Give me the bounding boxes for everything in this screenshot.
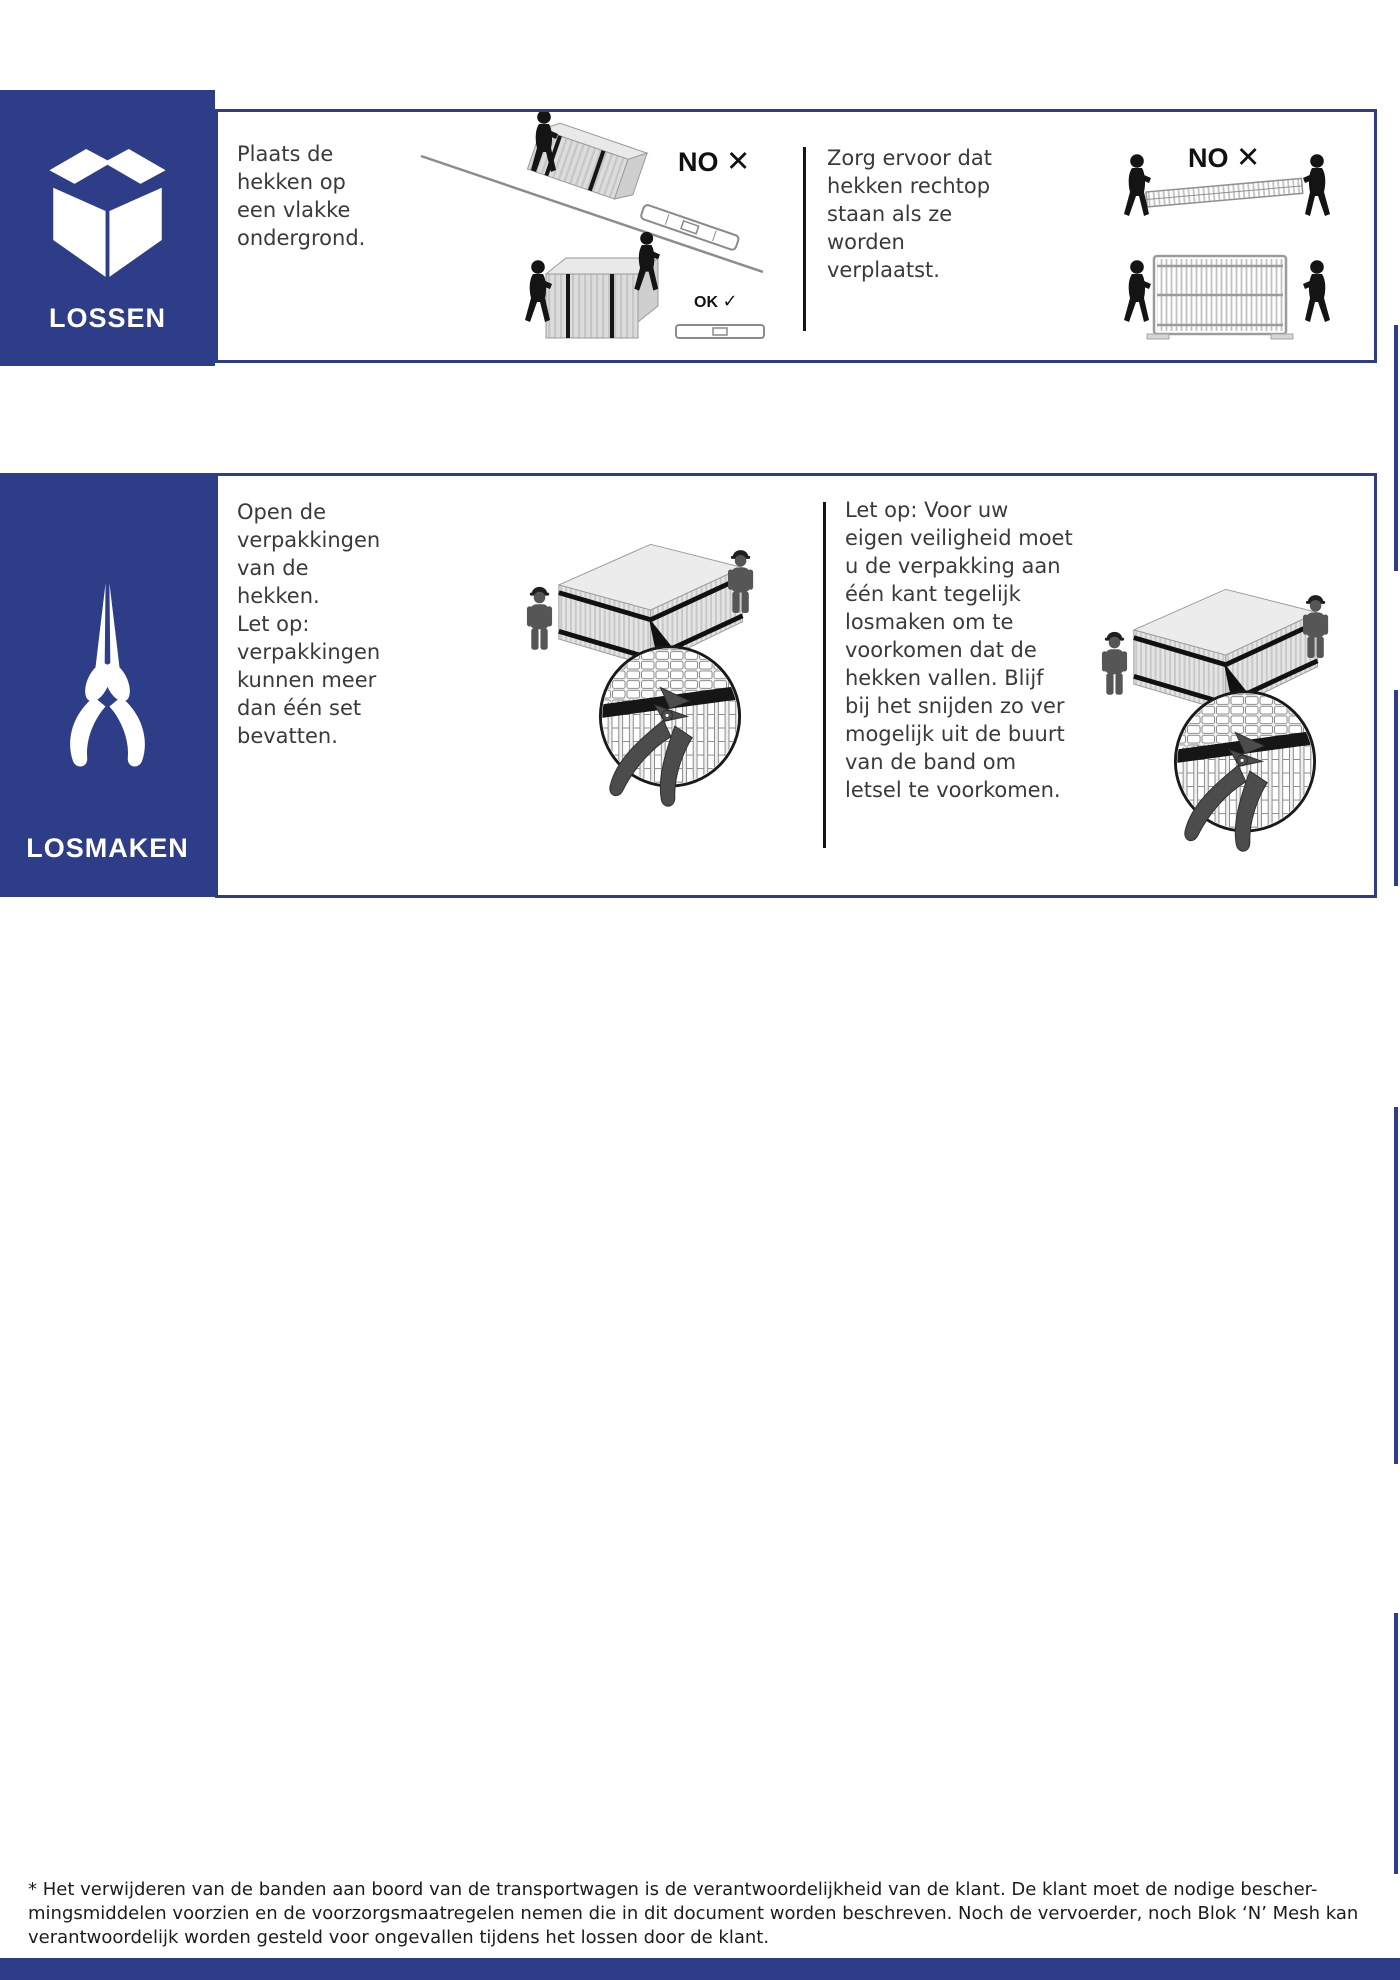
footnote-line: mingsmiddelen voorzien en de voorzorgsmaatregelen nemen die in dit document worden beschreven. Noch de vervoerder, noch Blok ‘N’ Mesh kan xyxy=(28,1903,1359,1924)
cut-bands-drawing xyxy=(1100,565,1332,865)
section-badge-losmaken xyxy=(0,473,215,897)
footnote-line: * Het verwijderen van de banden aan boord van de transportwagen is de verantwoordelijkheid van de klant. De klant moet de nodige bescher- xyxy=(28,1879,1318,1900)
losmaken-right-text: Let op: Voor uw eigen veiligheid moet u de verpakking aan één kant tegelijk losmaken om te voorkomen dat de hekken vallen. Blijf bij het snijden zo ver mogelijk uit de buurt van de band om letsel te voorkomen. xyxy=(845,498,1073,802)
illustration-flat-surface xyxy=(413,112,770,348)
page-edge-mark xyxy=(1394,325,1398,571)
open-packaging-drawing xyxy=(525,520,757,820)
panel-divider xyxy=(823,502,826,848)
losmaken-left-text xyxy=(237,498,395,750)
no-label: NO ✕ xyxy=(678,144,751,178)
ok-label: OK ✓ xyxy=(694,291,738,312)
check-icon: ✓ xyxy=(722,291,738,312)
cross-icon: ✕ xyxy=(1236,140,1261,174)
footnote-line: verantwoordelijk worden gesteld voor ongevallen tijdens het lossen door de klant. xyxy=(28,1927,770,1948)
panel-divider xyxy=(803,147,806,331)
footer-bar xyxy=(0,1958,1400,1980)
losmaken-left-paragraph-1: Open de verpakkingen van de hekken. xyxy=(237,500,381,608)
package-box-icon xyxy=(30,130,185,288)
illustration-open-packaging xyxy=(525,520,757,820)
page-edge-mark xyxy=(1394,690,1398,886)
pliers-icon xyxy=(40,573,175,788)
page-edge-mark xyxy=(1394,1107,1398,1464)
page-edge-mark xyxy=(1394,1613,1398,1874)
losmaken-left-paragraph-2: Let op: verpakkingen kunnen meer dan één set bevatten. xyxy=(237,612,381,748)
cross-icon: ✕ xyxy=(726,144,751,178)
lossen-right-text: Zorg ervoor dat hekken rechtop staan als ze worden verplaatst. xyxy=(827,146,992,282)
illustration-cut-bands xyxy=(1100,565,1332,865)
no-label: NO ✕ xyxy=(1188,140,1261,174)
section-label-losmaken: LOSMAKEN xyxy=(26,833,189,863)
illustration-carry-upright xyxy=(1118,140,1336,348)
section-label-lossen: LOSSEN xyxy=(48,303,167,333)
lossen-left-text: Plaats de hekken op een vlakke ondergrond. xyxy=(237,142,366,250)
footnote xyxy=(28,1878,1358,1950)
section-badge-lossen xyxy=(0,90,215,366)
